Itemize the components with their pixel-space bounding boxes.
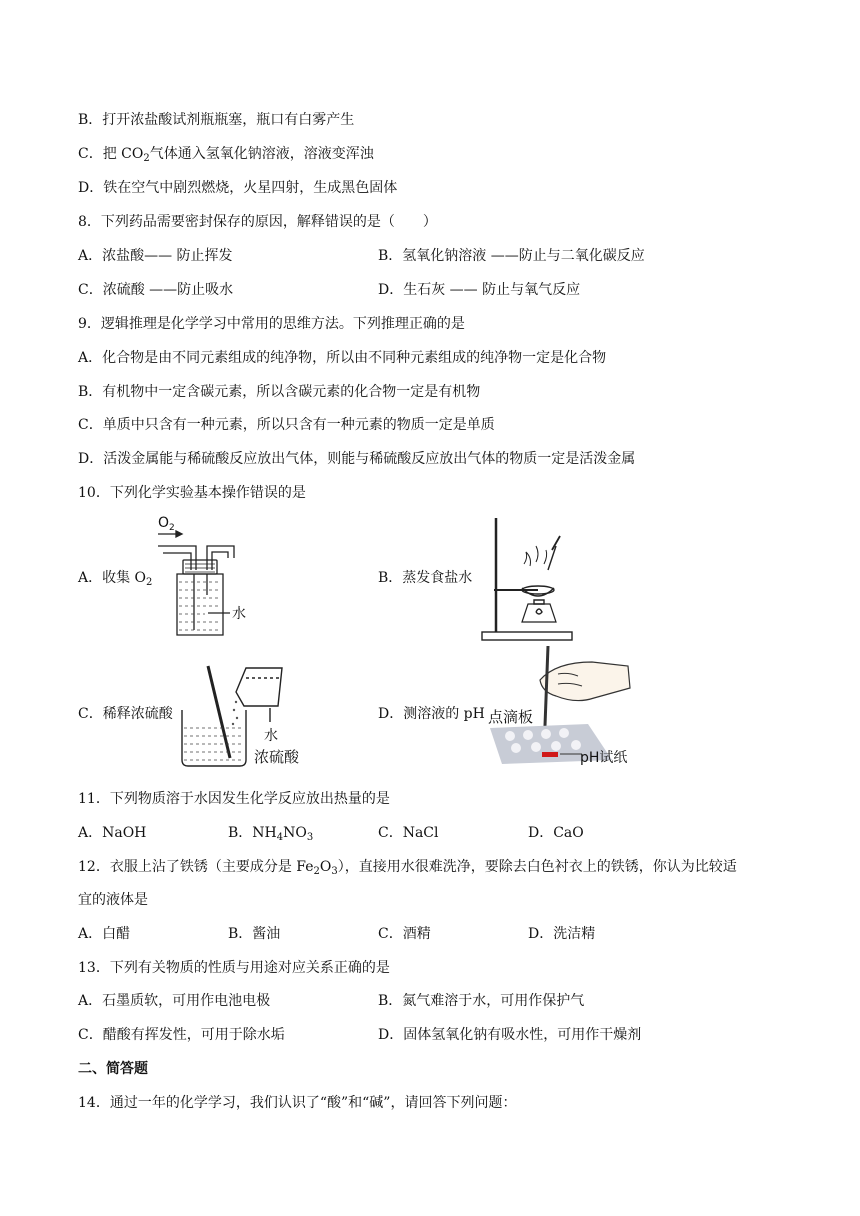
q11-stem: 11．下列物质溶于水因发生化学反应放出热量的是 [78,791,390,807]
figure-d-plate-label: 点滴板 [488,708,534,726]
q7-option-d: D．铁在空气中剧烈燃烧，火星四射，生成黑色固体 [78,180,398,196]
q11-option-c: C．NaCl [378,825,439,841]
q7-option-c: C．把 $CO_2$气体通入氢氧化钠溶液，溶液变浑浊 [78,146,374,164]
q12-option-a: A．白醋 [78,926,131,942]
q8-option-c: C．浓硫酸 ——防止吸水 [78,282,234,298]
q8-stem: 8．下列药品需要密封保存的原因，解释错误的是（ ） [78,214,437,230]
q11-option-d: D．CaO [528,825,584,841]
q12-option-d: D．洗洁精 [528,926,596,942]
figure-c-water-label: 水 [264,728,278,744]
figure-a-water-label: 水 [232,606,246,622]
figure-d-paper-label: pH试纸 [580,750,628,766]
q10-option-c: C．稀释浓硫酸 [78,706,173,722]
q10-option-a: A．收集 $O_2$ [78,570,153,588]
q13-option-a: A．石墨质软，可用作电池电极 [78,993,271,1009]
figure-a-gas-label: $O_2$ [158,515,175,533]
q8-option-d: D．生石灰 —— 防止与氧气反应 [378,282,581,298]
q12-stem-line1: 12．衣服上沾了铁锈（主要成分是 $Fe_2O_3$），直接用水很难洗净，要除去白色衬衣上的铁锈，你认为比较适 [78,859,737,877]
q12-stem-line2: 宜的液体是 [78,892,148,908]
q9-option-a: A．化合物是由不同元素组成的纯净物，所以由不同种元素组成的纯净物一定是化合物 [78,350,607,366]
q8-option-a: A．浓盐酸—— 防止挥发 [78,248,233,264]
q7-option-b: B．打开浓盐酸试剂瓶瓶塞，瓶口有白雾产生 [78,112,355,128]
q9-option-c: C．单质中只含有一种元素，所以只含有一种元素的物质一定是单质 [78,417,495,433]
q11-option-a: A．NaOH [78,825,147,841]
section-heading: 二、简答题 [78,1061,148,1077]
q9-option-d: D．活泼金属能与稀硫酸反应放出气体，则能与稀硫酸反应放出气体的物质一定是活泼金属 [78,451,636,467]
q12-option-c: C．酒精 [378,926,431,942]
q9-stem: 9．逻辑推理是化学学习中常用的思维方法。下列推理正确的是 [78,316,465,332]
figure-collect-oxygen [150,510,270,645]
figure-c-acid-label: 浓硫酸 [254,748,300,766]
q11-option-b: B．$NH_4NO_3$ [228,825,314,843]
q12-option-b: B．酱油 [228,926,281,942]
q13-stem: 13．下列有关物质的性质与用途对应关系正确的是 [78,960,390,976]
q14-stem: 14．通过一年的化学学习，我们认识了“酸”和“碱”，请回答下列问题： [78,1095,517,1111]
q13-option-d: D．固体氢氧化钠有吸水性，可用作干燥剂 [378,1027,642,1043]
q13-option-b: B．氮气难溶于水，可用作保护气 [378,993,585,1009]
q8-option-b: B．氢氧化钠溶液 ——防止与二氧化碳反应 [378,248,645,264]
q13-option-c: C．醋酸有挥发性，可用于除水垢 [78,1027,285,1043]
q10-stem: 10．下列化学实验基本操作错误的是 [78,485,306,501]
figure-evaporate-salt-water [476,516,576,644]
figure-dilute-sulfuric-acid [174,662,314,772]
q10-option-d: D．测溶液的 pH [378,706,485,722]
figure-measure-ph [482,640,642,772]
q9-option-b: B．有机物中一定含碳元素，所以含碳元素的化合物一定是有机物 [78,384,481,400]
q10-option-b: B．蒸发食盐水 [378,570,473,586]
